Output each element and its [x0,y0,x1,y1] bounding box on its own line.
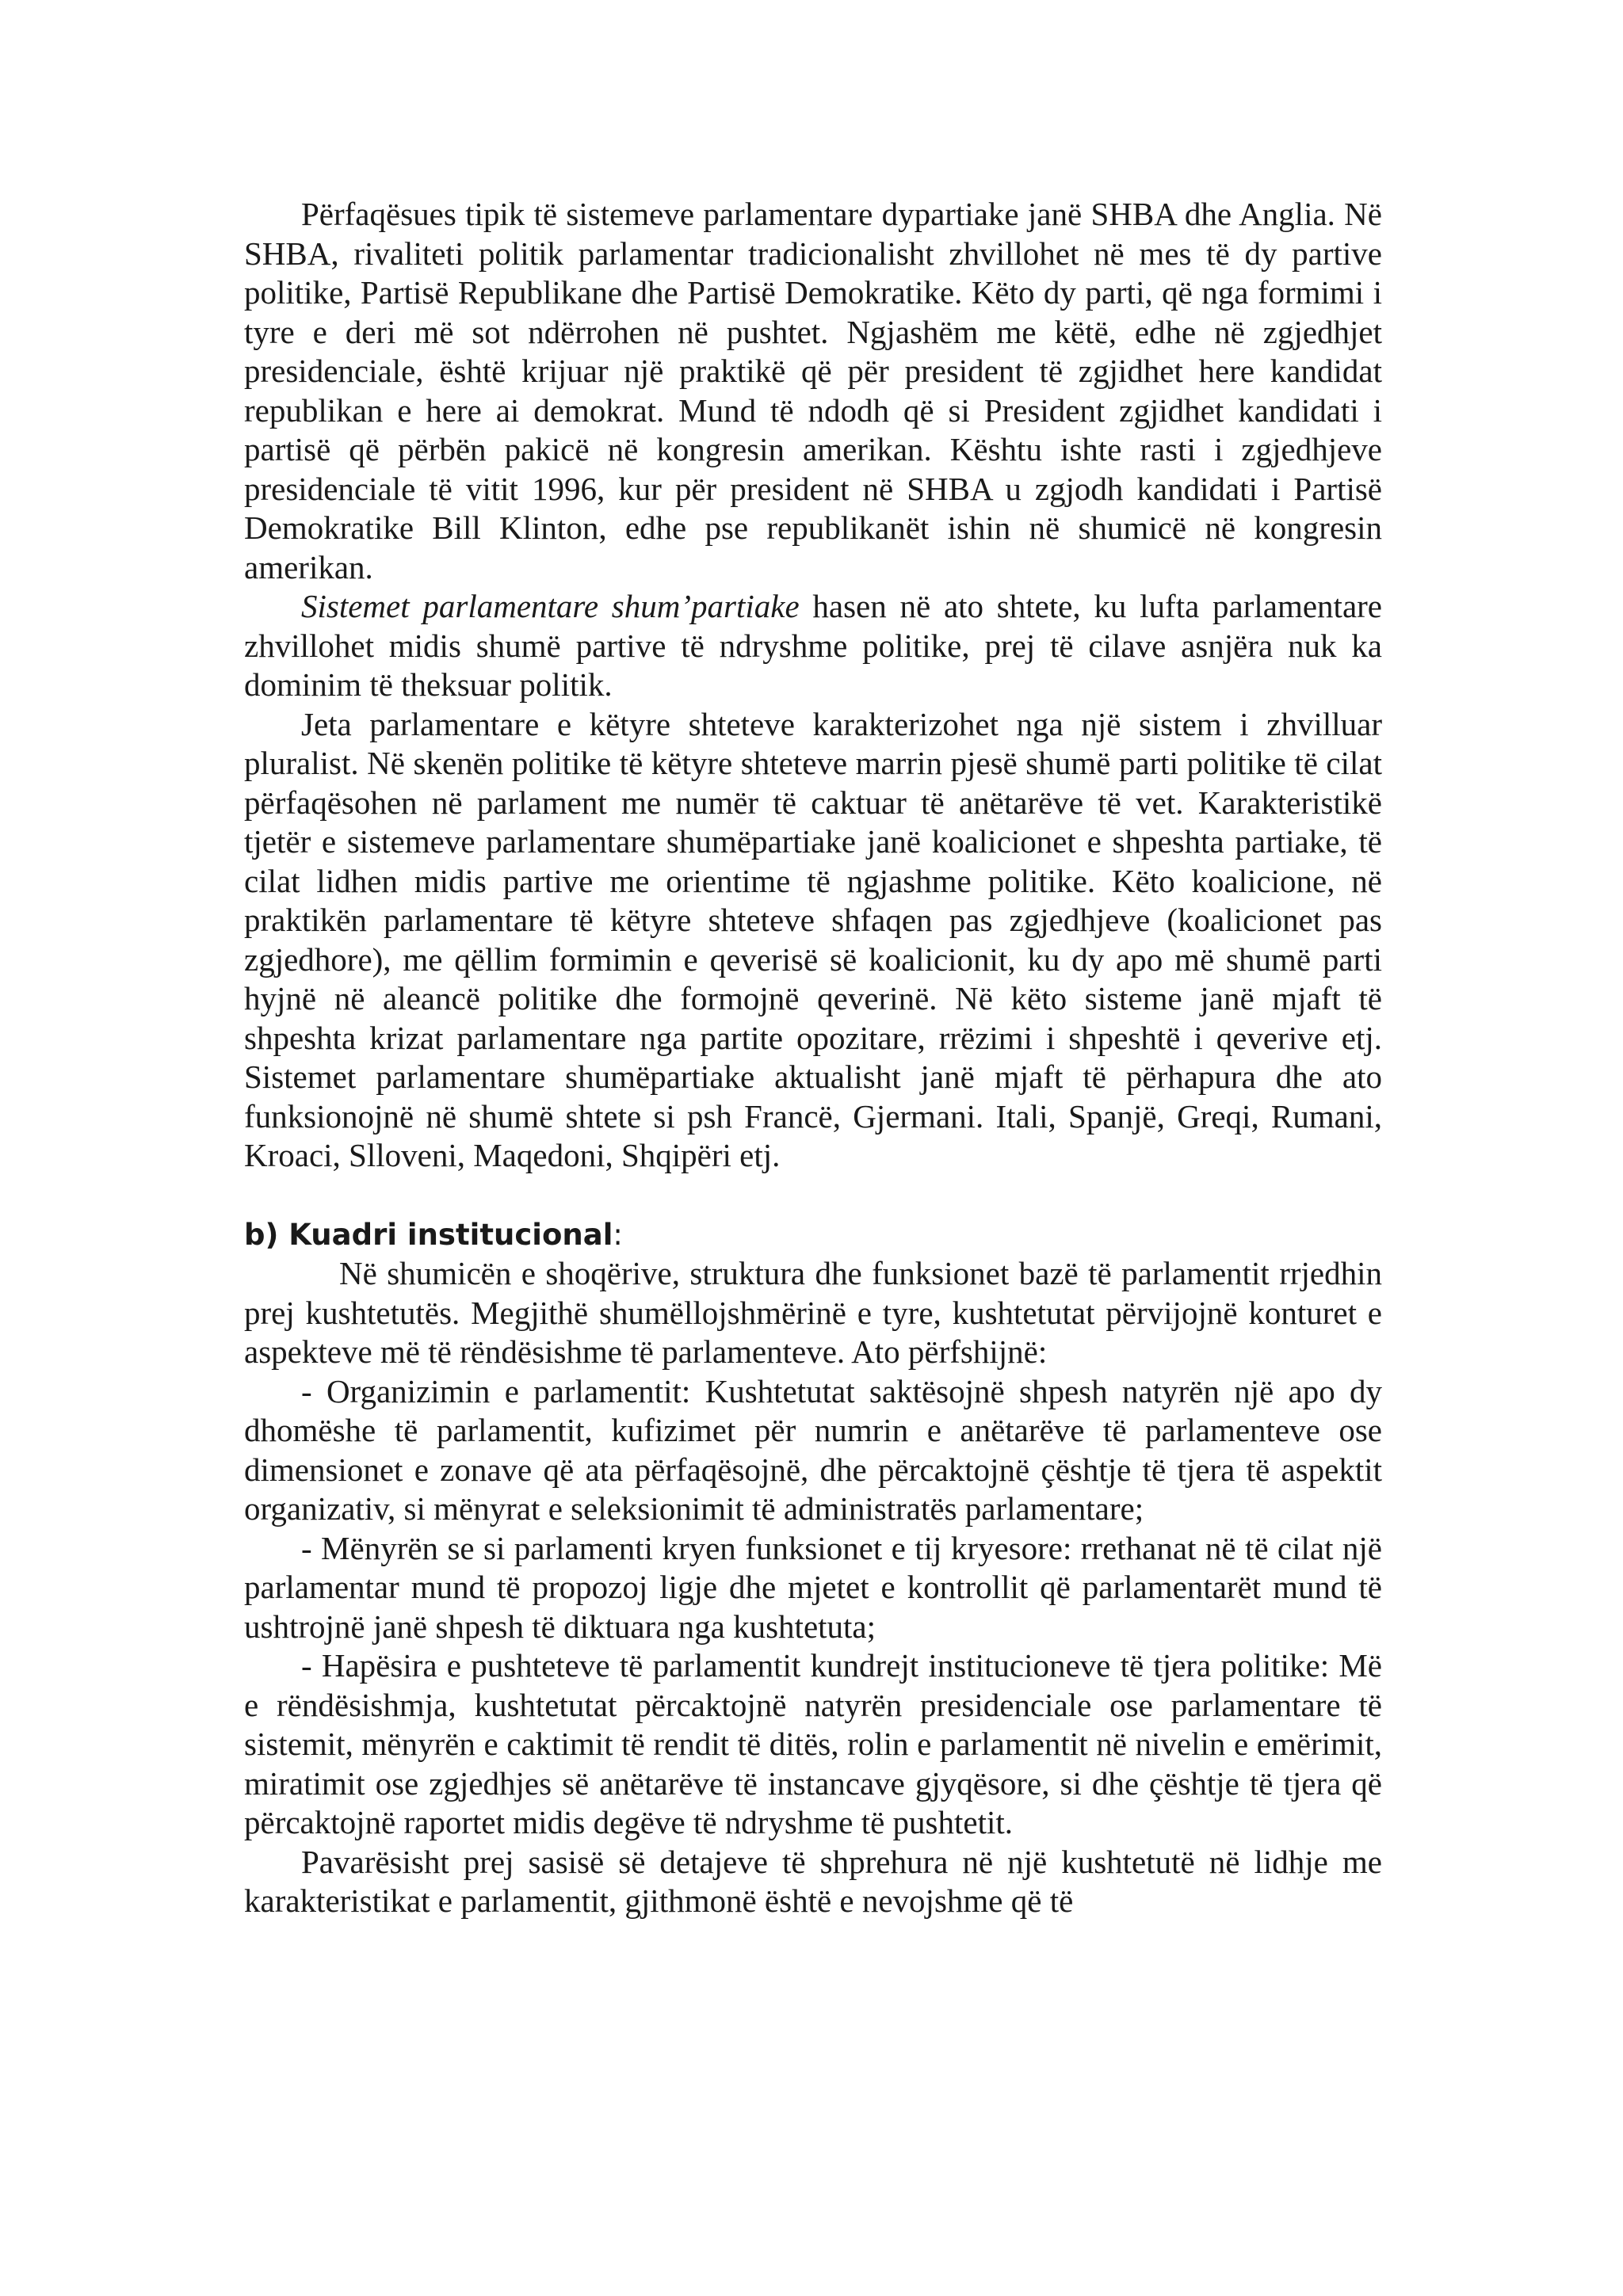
section-heading-title: b) Kuadri institucional [244,1217,613,1252]
list-item-functions: - Mënyrën se si parlamenti kryen funksionet e tij kryesore: rrethanat në të cilat një parlamentar mund të propozoj ligje dhe mjetet e kontrollit që parlamentarët mund të ushtrojnë janë shpesh të diktuara nga kushtetuta; [244,1529,1382,1645]
paragraph-constitution-intro: Në shumicën e shoqërive, struktura dhe funksionet bazë të parlamentit rrjedhin prej kushtetutës. Megjithë shumëllojshmërinë e tyre, kushtetutat përvijojnë konturet e aspekteve më të rëndësishme të parlamenteve. Ato përfshijnë: [244,1255,1382,1370]
section-heading [244,1215,1382,1255]
paragraph-multiparty-characteristics: Jeta parlamentare e këtyre shteteve karakterizohet nga një sistem i zhvilluar pluralist. Në skenën politike të këtyre shteteve marrin pjesë shumë parti politike të cilat përfaqësohen në parlament me numër të caktuar të anëtarëve të vet. Karakteristikë tjetër e sistemeve parlamentare shumëpartiake janë koalicionet e shpeshta partiake, të cilat lidhen midis partive me orientime të ngjashme politike. Këto koalicione, në praktikën parlamentare të këtyre shteteve shfaqen pas zgjedhjeve (koalicionet pas zgjedhore), me qëllim formimin e qeverisë së koalicionit, ku dy apo më shumë parti hyjnë në aleancë politike dhe formojnë qeverinë. Në këto sisteme janë mjaft të shpeshta krizat parlamentare nga partite opozitare, rrëzimi i shpeshtë i qeverive etj. Sistemet parlamentare shumëpartiake aktualisht janë mjaft të përhapura dhe ato funksionojnë në shumë shtete si psh Francë, Gjermani. Itali, Spanjë, Greqi, Rumani, Kroaci, Slloveni, Maqedoni, Shqipëri etj. [244,705,1382,1173]
paragraph-two-party-systems: Përfaqësues tipik të sistemeve parlamentare dypartiake janë SHBA dhe Anglia. Në SHBA, rivaliteti politik parlamentar tradicionalisht zhvillohet në mes të dy partive politike, Partisë Republikane dhe Partisë Demokratike. Këto dy parti, që nga formimi i tyre e deri më sot ndërrohen në pushtet. Ngjashëm me këtë, edhe në zgjedhjet presidenciale, është krijuar një praktikë që për president të zgjidhet here kandidat republikan e here ai demokrat. Mund të ndodh që si President zgjidhet kandidati i partisë që përbën pakicë në kongresin amerikan. Kështu ishte rasti i zgjedhjeve presidenciale të vitit 1996, kur për president në SHBA u zgjodh kandidati i Partisë Demokratike Bill Klinton, edhe pse republikanët ishin në shumicë në kongresin amerikan. [244,196,1382,585]
paragraph-multiparty-definition [244,587,1382,705]
document-page [244,195,1382,1921]
list-item-organization: - Organizimin e parlamentit: Kushtetutat saktësojnë shpesh natyrën një apo dy dhomëshe të parlamentit, kufizimet për numrin e anëtarëve të parlamenteve ose dimensionet e zonave që ata përfaqësojnë, dhe përcaktojnë çështje të tjera të aspektit organizativ, si mënyrat e seleksionimit të administratës parlamentare; [244,1372,1382,1527]
list-item-powers: - Hapësira e pushteteve të parlamentit kundrejt institucioneve të tjera politike: Më e rëndësishmja, kushtetutat përcaktojnë natyrën presidenciale ose parlamentare të sistemit, mënyrën e caktimit të rendit të ditës, rolin e parlamentit në nivelin e emërimit, miratimit ose zgjedhjes së anëtarëve të instancave gjyqësore, si dhe çështje të tjera që përcaktojnë raportet midis degëve të ndryshme të pushtetit. [244,1647,1382,1840]
paragraph-closing: Pavarësisht prej sasisë së detajeve të shprehura në një kushtetutë në lidhje me karakteristikat e parlamentit, gjithmonë është e nevojshme që të [244,1843,1382,1919]
section-heading-colon: : [613,1217,623,1252]
section-spacer [244,1176,1382,1215]
italic-term: Sistemet parlamentare shum’partiake [301,588,800,624]
paragraph-text: hasen në ato shtete, ku lufta parlamentare zhvillohet midis shumë partive të ndryshme politike, prej të cilave asnjëra nuk ka dominim të theksuar politik. [244,588,1382,703]
